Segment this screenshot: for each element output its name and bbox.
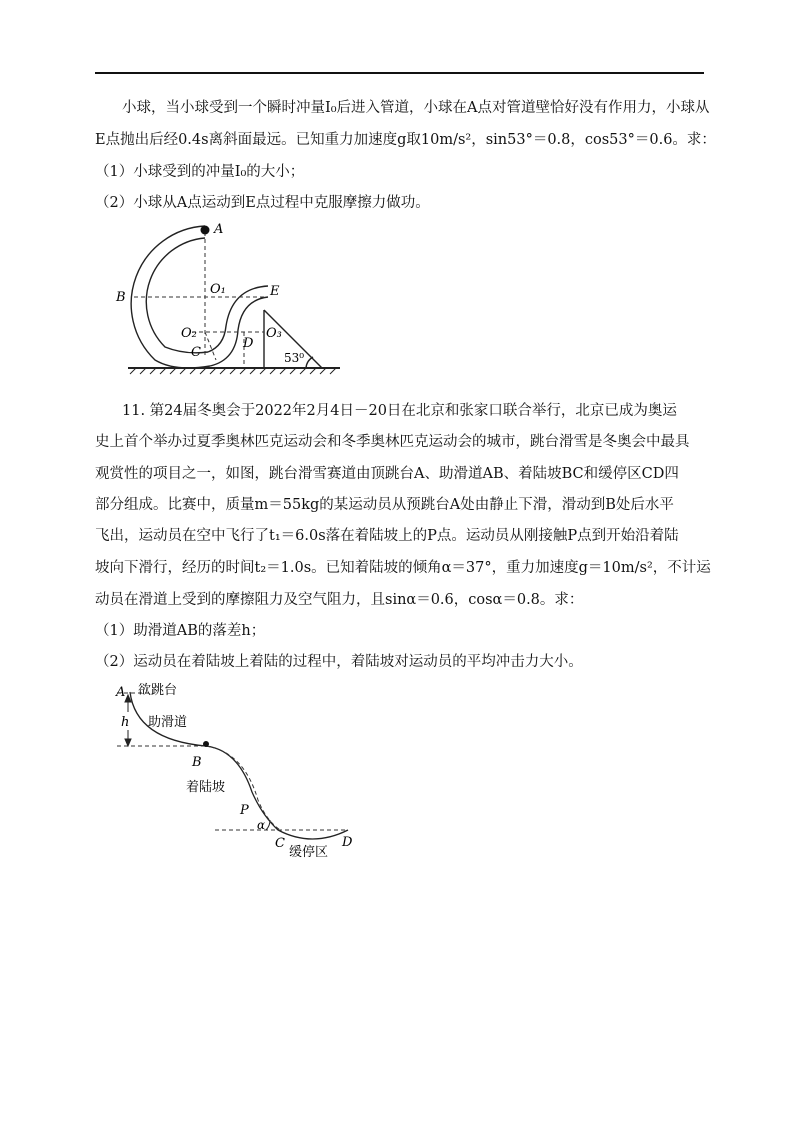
fig2-label-h: h <box>121 715 130 730</box>
q11-text-line5: 飞出，运动员在空中飞行了t₁＝6.0s落在着陆坡上的P点。运动员从刚接触P点到开始沿着陆 <box>95 528 679 544</box>
fig2-label-p: P <box>240 803 249 818</box>
fig2-label-slope: 着陆坡 <box>186 780 226 795</box>
q10-text-line1: 小球，当小球受到一个瞬时冲量I₀后进入管道，小球在A点对管道壁恰好没有作用力，小球从 <box>122 100 710 116</box>
fig1-label-e: E <box>270 284 280 299</box>
fig2-label-b: B <box>192 755 202 770</box>
fig2-label-a: A <box>116 685 126 700</box>
fig2-label-alpha: α <box>257 818 266 832</box>
q11-text-line6: 坡向下滑行，经历的时间t₂＝1.0s。已知着陆坡的倾角α＝37°，重力加速度g＝10m/s²，不计运 <box>95 560 711 576</box>
fig1-label-b: B <box>116 290 126 305</box>
q10-question-2: （2）小球从A点运动到E点过程中克服摩擦力做功。 <box>95 195 430 211</box>
fig1-label-o2: O₂ <box>181 326 197 341</box>
q11-text-line7: 动员在滑道上受到的摩擦阻力及空气阻力，且sinα＝0.6，cosα＝0.8。求： <box>95 592 584 608</box>
fig1-label-o1: O₁ <box>210 282 226 297</box>
q11-text-line3: 观赏性的项目之一，如图，跳台滑雪赛道由顶跳台A、助滑道AB、着陆坡BC和缓停区CD四 <box>95 466 679 482</box>
ball-at-a <box>201 226 210 235</box>
fig2-label-top: 欲跳台 <box>138 683 178 698</box>
q11-text-line4: 部分组成。比赛中，质量m＝55kg的某运动员从预跳台A处由静止下滑，滑动到B处后水平 <box>95 497 674 513</box>
fig1-label-c: C <box>191 345 201 360</box>
fig2-label-stop: 缓停区 <box>289 845 329 858</box>
pipe-figure <box>110 218 350 383</box>
fig1-label-o3: O₃ <box>266 326 282 341</box>
skier-at-b <box>203 741 209 747</box>
fig1-label-d: D <box>243 336 254 351</box>
fig2-label-c: C <box>275 836 285 851</box>
q11-question-2: （2）运动员在着陆坡上着陆的过程中，着陆坡对运动员的平均冲击力大小。 <box>95 654 583 670</box>
q11-question-1: （1）助滑道AB的落差h； <box>95 623 266 639</box>
q11-text-line2: 史上首个举办过夏季奥林匹克运动会和冬季奥林匹克运动会的城市，跳台滑雪是冬奥会中最具 <box>95 434 690 450</box>
fig1-label-a: A <box>214 222 224 237</box>
q10-question-1: （1）小球受到的冲量I₀的大小； <box>95 164 305 180</box>
fig2-label-d: D <box>342 835 353 850</box>
q11-text-line1: 11. 第24届冬奥会于2022年2月4日－20日在北京和张家口联合举行，北京已成为奥运 <box>122 403 677 419</box>
q10-text-line2: E点抛出后经0.4s离斜面最远。已知重力加速度g取10m/s²，sin53°＝0.8，cos53°＝0.6。求： <box>95 132 716 148</box>
header-rule <box>95 72 704 74</box>
ski-jump-figure <box>112 678 362 858</box>
fig2-label-chute: 助滑道 <box>148 715 188 730</box>
fig1-label-angle: 53⁰ <box>284 351 305 365</box>
